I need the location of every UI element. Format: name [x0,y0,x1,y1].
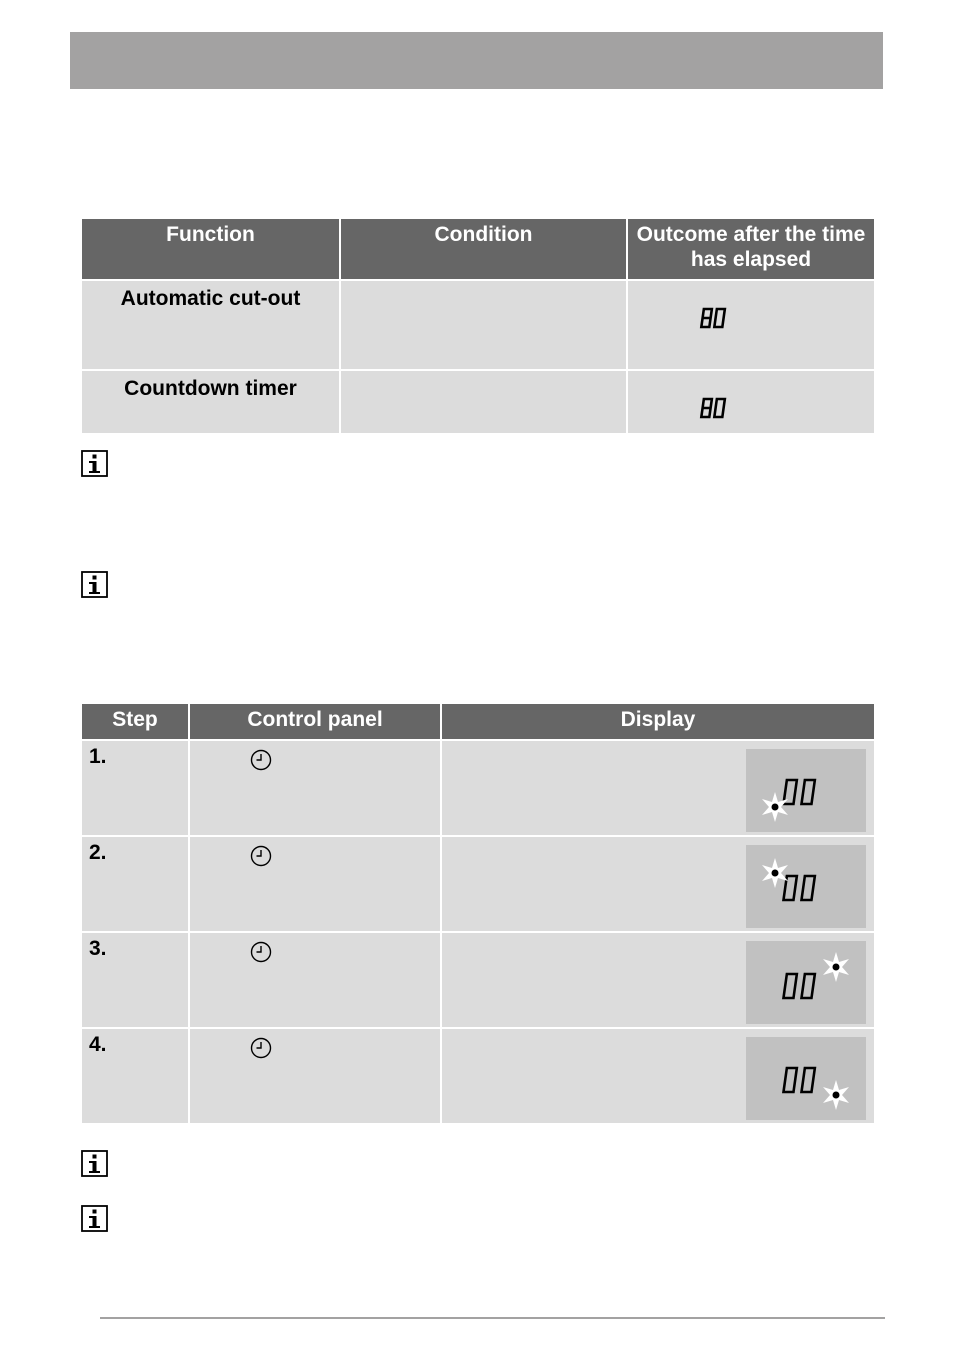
column-header-condition: Condition [340,218,627,280]
display-cell [441,932,875,1028]
control-panel-cell [189,836,441,932]
column-header-outcome: Outcome after the time has elapsed [627,218,875,280]
step-number: 4. [81,1028,189,1124]
footer-rule [100,1317,885,1319]
column-header-control-panel: Control panel [189,703,441,740]
table-row [81,370,875,434]
function-cell: Countdown timer [81,370,340,434]
outcome-cell [627,370,875,434]
lcd-display [746,1037,866,1120]
table-row [81,836,875,932]
seven-segment-display [628,371,876,427]
condition-cell [340,280,627,370]
condition-cell [340,370,627,434]
seven-segment-display [628,281,876,363]
outcome-digits: 00 [628,281,630,282]
info-icon [81,571,108,598]
step-number: 3. [81,932,189,1028]
table-row [81,280,875,370]
outcome-digits: 00 [628,371,630,372]
section-header-bar [70,32,883,89]
clock-icon [250,749,272,771]
clock-icon [250,941,272,963]
lcd-display [746,845,866,928]
control-panel-cell [189,1028,441,1124]
outcome-cell [627,280,875,370]
table-row [81,740,875,836]
table-row [81,932,875,1028]
function-cell: Automatic cut-out [81,280,340,370]
clock-icon [250,1037,272,1059]
display-cell [441,1028,875,1124]
timer-functions-table [80,217,876,435]
control-panel-cell [189,932,441,1028]
info-icon [81,1205,108,1232]
info-icon [81,450,108,477]
step-number: 1. [81,740,189,836]
table-row [81,1028,875,1124]
control-panel-cell [189,740,441,836]
column-header-function: Function [81,218,340,280]
display-cell [441,836,875,932]
column-header-step: Step [81,703,189,740]
timer-steps-table [80,702,876,1125]
step-number: 2. [81,836,189,932]
lcd-display [746,749,866,832]
column-header-display: Display [441,703,875,740]
display-cell [441,740,875,836]
lcd-display [746,941,866,1024]
clock-icon [250,845,272,867]
info-icon [81,1150,108,1177]
